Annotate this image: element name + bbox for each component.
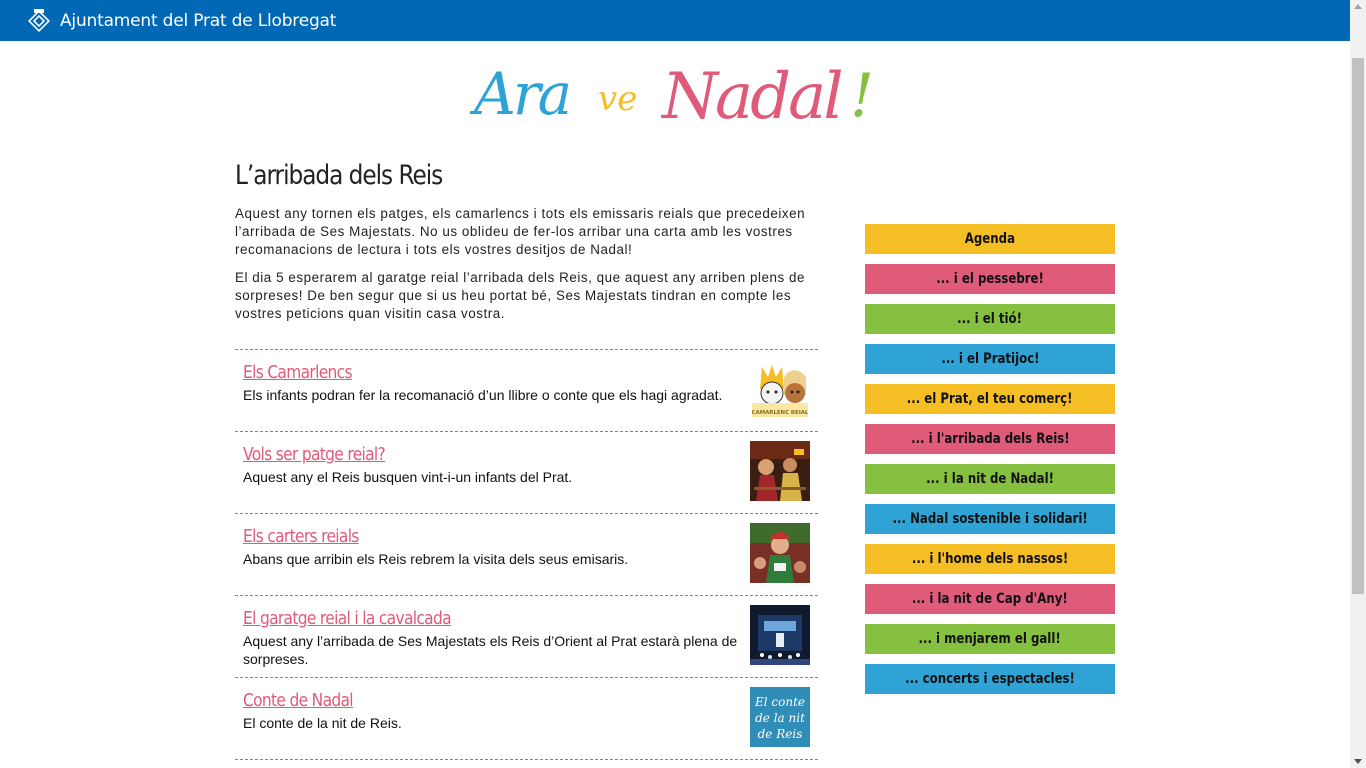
sidebar-item-label: ... i la nit de Nadal!: [926, 471, 1054, 487]
sidebar-item-label: ... i menjarem el gall!: [918, 631, 1062, 647]
main-content: [235, 160, 818, 741]
thumb-conte-line-3: de Reis: [757, 727, 803, 741]
sidebar-item-label: ... el Prat, el teu comerç!: [907, 391, 1073, 407]
campaign-word-ara: Ara: [474, 60, 570, 128]
list-item: [235, 432, 818, 514]
thumb-conte-line-1: El conte: [754, 695, 806, 709]
item-list: [235, 349, 818, 760]
sidebar-item-cap-any[interactable]: [865, 584, 1115, 614]
thumb-conte-line-2: de la nit: [755, 711, 805, 725]
item-description: Els infants podran fer la recomanació d’un llibre o conte que els hagi agradat.: [243, 387, 723, 403]
list-item: [235, 350, 818, 432]
scroll-up-icon[interactable]: [1354, 4, 1362, 9]
sidebar-item-comerc[interactable]: [865, 384, 1115, 414]
thumb-camarlenc-label: CAMARLENC REIAL: [751, 410, 809, 416]
item-description: El conte de la nit de Reis.: [243, 715, 402, 731]
intro-paragraph-1: Aquest any tornen els patges, els camarlencs i tots els emissaris reials que precedeixen l’arribada de Ses Majestats. No us oblideu de fer-los arribar una carta amb les vostres recomanacions de lectura i tots els vostres desitjos de Nadal!: [235, 206, 806, 257]
page-scrollbar[interactable]: [1350, 0, 1366, 768]
page-title: L’arribada dels Reis: [235, 160, 443, 191]
sidebar-item-agenda[interactable]: [865, 224, 1115, 254]
sidebar-item-nit-nadal[interactable]: [865, 464, 1115, 494]
sidebar-item-label: ... i el pessebre!: [936, 271, 1044, 287]
sidebar-item-label: ... i la nit de Cap d'Any!: [912, 591, 1068, 607]
campaign-word-ve: ve: [598, 79, 638, 119]
sidebar-item-label: Agenda: [964, 231, 1016, 247]
campaign-logo[interactable]: [470, 52, 880, 132]
campaign-word-exclamation: !: [850, 61, 875, 131]
sidebar-item-label: ... i l'home dels nassos!: [911, 551, 1069, 567]
item-thumbnail-camarlencs[interactable]: [750, 359, 810, 419]
item-title-link[interactable]: Conte de Nadal: [243, 690, 353, 711]
intro-text: [235, 205, 818, 323]
sidebar-item-gall[interactable]: [865, 624, 1115, 654]
scroll-down-icon[interactable]: [1354, 759, 1362, 764]
intro-paragraph-2: El dia 5 esperarem al garatge reial l’arribada dels Reis, que aquest any arriben plens de sorpreses! De ben segur que si us heu portat bé, Ses Majestats tindran en compte les vostres peticions quan visitin casa vostra.: [235, 270, 806, 321]
sidebar-item-label: ... concerts i espectacles!: [905, 671, 1075, 687]
sidebar-item-concerts[interactable]: [865, 664, 1115, 694]
campaign-word-nadal: Nadal: [662, 60, 841, 132]
item-thumbnail-carters[interactable]: [750, 523, 810, 583]
sidebar-nav: [865, 224, 1115, 704]
item-title-link[interactable]: Vols ser patge reial?: [243, 444, 386, 465]
scrollbar-thumb[interactable]: [1352, 58, 1364, 594]
item-title-link[interactable]: Els Camarlencs: [243, 362, 352, 383]
sidebar-item-sostenible[interactable]: [865, 504, 1115, 534]
item-thumbnail-conte[interactable]: [750, 687, 810, 747]
header-bar: [0, 0, 1350, 41]
sidebar-item-label: ... Nadal sostenible i solidari!: [892, 511, 1088, 527]
item-thumbnail-patge[interactable]: [750, 441, 810, 501]
item-description: Abans que arribin els Reis rebrem la visita dels seus emisaris.: [243, 551, 629, 567]
site-name[interactable]: Ajuntament del Prat de Llobregat: [60, 10, 337, 31]
sidebar-item-tio[interactable]: [865, 304, 1115, 334]
list-item: [235, 514, 818, 596]
item-thumbnail-cavalcada[interactable]: [750, 605, 810, 665]
item-title-link[interactable]: Els carters reials: [243, 526, 359, 547]
sidebar-item-label: ... i l'arribada dels Reis!: [910, 431, 1070, 447]
sidebar-item-pessebre[interactable]: [865, 264, 1115, 294]
item-description: Aquest any l’arribada de Ses Majestats els Reis d’Orient al Prat estarà plena de sorpreses.: [243, 633, 738, 667]
list-item: [235, 596, 818, 678]
sidebar-item-pratijoc[interactable]: [865, 344, 1115, 374]
city-shield-icon[interactable]: [26, 8, 52, 34]
sidebar-item-label: ... i el Pratijoc!: [940, 351, 1040, 367]
list-item: [235, 678, 818, 760]
sidebar-item-label: ... i el tió!: [957, 311, 1023, 327]
sidebar-item-home-nassos[interactable]: [865, 544, 1115, 574]
item-title-link[interactable]: El garatge reial i la cavalcada: [243, 608, 451, 629]
item-description: Aquest any el Reis busquen vint-i-un infants del Prat.: [243, 469, 573, 485]
sidebar-item-arribada-reis[interactable]: [865, 424, 1115, 454]
